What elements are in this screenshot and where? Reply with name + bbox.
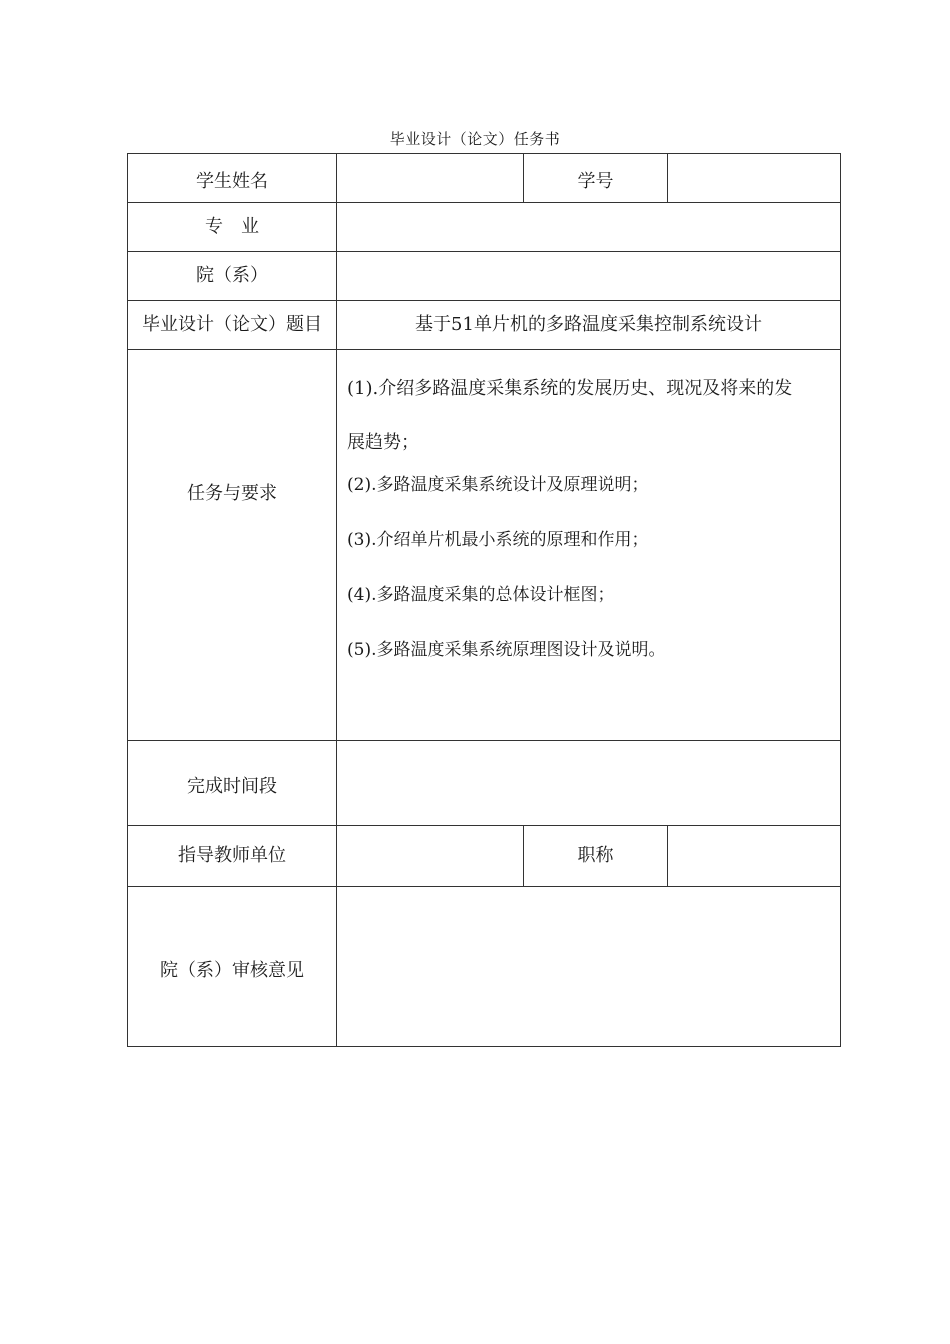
task-form-table xyxy=(127,153,841,1047)
department-review-label: 院（系）审核意见 xyxy=(128,887,337,1047)
task-item-3: (3).介绍单片机最小系统的原理和作用； xyxy=(347,530,649,550)
student-name-field[interactable] xyxy=(337,154,524,203)
task-item-2: (2).多路温度采集系统设计及原理说明； xyxy=(347,475,649,495)
task-item-1-line-1: (1).介绍多路温度采集系统的发展历史、现况及将来的发 xyxy=(347,378,793,399)
advisor-unit-field[interactable] xyxy=(337,826,524,887)
thesis-topic-value: 基于51单片机的多路温度采集控制系统设计 xyxy=(337,301,841,350)
major-label: 专 业 xyxy=(128,203,337,252)
row-completion-period xyxy=(128,741,841,826)
document-title: 毕业设计（论文）任务书 xyxy=(389,130,561,148)
row-advisor xyxy=(128,826,841,887)
tasks-list xyxy=(337,350,841,741)
row-student xyxy=(128,154,841,203)
row-tasks xyxy=(128,350,841,741)
major-field[interactable] xyxy=(337,203,841,252)
department-review-field[interactable] xyxy=(337,887,841,1047)
row-department-review xyxy=(128,887,841,1047)
row-major xyxy=(128,203,841,252)
thesis-topic-label: 毕业设计（论文）题目 xyxy=(128,301,337,350)
task-item-5: (5).多路温度采集系统原理图设计及说明。 xyxy=(347,640,666,660)
tasks-label: 任务与要求 xyxy=(128,350,337,741)
title-rank-label: 职称 xyxy=(524,826,668,887)
department-field[interactable] xyxy=(337,252,841,301)
completion-period-field[interactable] xyxy=(337,741,841,826)
department-label: 院（系） xyxy=(128,252,337,301)
row-department xyxy=(128,252,841,301)
student-id-label: 学号 xyxy=(524,154,668,203)
task-item-1-line-2: 展趋势； xyxy=(347,432,419,453)
row-thesis-topic xyxy=(128,301,841,350)
completion-period-label: 完成时间段 xyxy=(128,741,337,826)
task-item-4: (4).多路温度采集的总体设计框图； xyxy=(347,585,615,605)
advisor-unit-label: 指导教师单位 xyxy=(128,826,337,887)
student-id-field[interactable] xyxy=(668,154,841,203)
student-name-label: 学生姓名 xyxy=(128,154,337,203)
title-rank-field[interactable] xyxy=(668,826,841,887)
